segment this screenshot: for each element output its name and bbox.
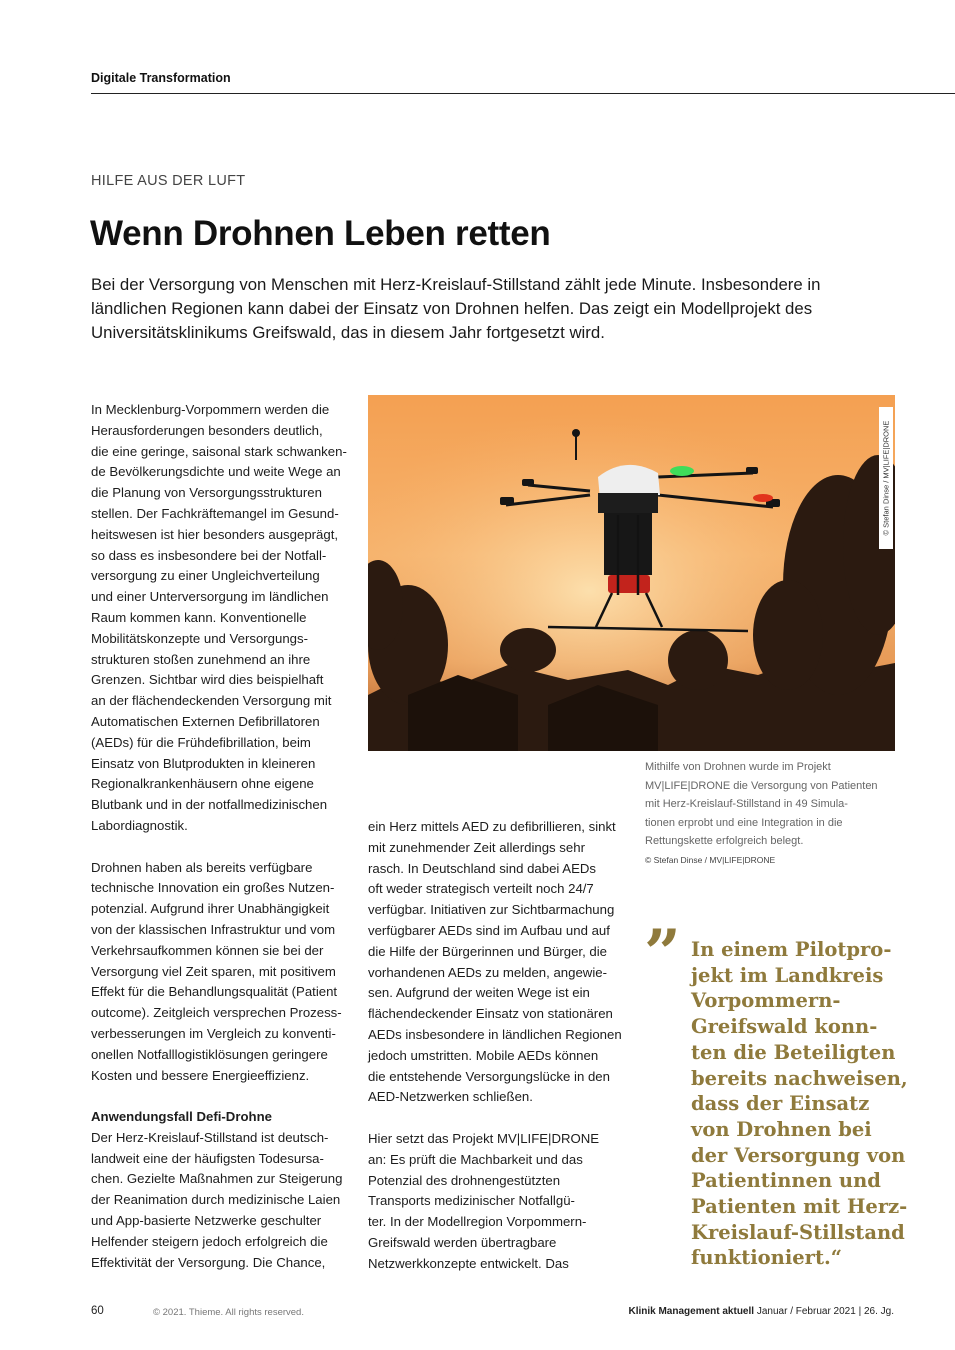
text-line: Drohnen haben als bereits verfügbare xyxy=(91,859,313,875)
text-line: bereits nachweisen, xyxy=(691,1066,908,1090)
article-lead: Bei der Versorgung von Menschen mit Herz-Kreislauf-Stillstand zählt jede Minute. Insbesondere in ländlichen Regionen kann dabei der Einsatz von Drohnen helfen. Das zeigt ein Modellprojekt des Universitätsklinikums Greifswald, das in diesem Jahr fortgesetzt wird. xyxy=(91,275,821,342)
text-line: oft weder strategisch verteilt noch 24/7 xyxy=(368,881,594,897)
text-line: und App-basierte Netzwerke geschulter xyxy=(91,1213,322,1229)
text-line: mit Herz-Kreislauf-Stillstand in 49 Simula- xyxy=(645,798,848,811)
text-line: funktioniert.“ xyxy=(691,1246,842,1270)
text-line: Der Herz-Kreislauf-Stillstand ist deutsch- xyxy=(91,1129,329,1145)
text-line: dass der Einsatz xyxy=(691,1092,870,1116)
text-line: Versorgung viel Zeit sparen, mit positivem xyxy=(91,963,336,979)
photo-credit-vertical xyxy=(879,407,893,549)
subheading: Anwendungsfall Defi-Drohne xyxy=(91,1109,272,1125)
text-line: flächendeckender Einsatz von stationären xyxy=(368,1006,613,1022)
article-kicker: HILFE AUS DER LUFT xyxy=(91,173,246,189)
text-line: Automatischen Externen Defibrillatoren xyxy=(91,713,320,729)
text-line: von der klassischen Infrastruktur und vom xyxy=(91,921,336,937)
text-line: In Mecklenburg-Vorpommern werden die xyxy=(91,402,330,417)
text-line: Rettungskette erfolgreich belegt. xyxy=(645,835,804,848)
text-line: die eine geringe, saisonal stark schwanken- xyxy=(91,443,347,459)
text-line: de Bevölkerungsdichte und weite Wege an xyxy=(91,464,341,480)
text-line: Mobilitätskonzepte und Versorgungs- xyxy=(91,630,308,646)
body-paragraph xyxy=(91,858,343,1087)
text-line: chen. Gezielte Maßnahmen zur Steigerung xyxy=(91,1171,343,1187)
text-line: die entstehende Versorgungslücke in den xyxy=(368,1068,610,1084)
text-line: onellen Notfalllogistiklösungen geringere xyxy=(91,1046,328,1062)
text-line: Effekt für die Behandlungsqualität (Patient xyxy=(91,984,338,1000)
text-line: Regionalkrankenhäusern ohne eigene xyxy=(91,776,314,792)
text-line: In einem Pilotpro- xyxy=(691,938,892,961)
text-line: so dass es insbesondere bei der Notfall- xyxy=(91,547,327,563)
photo-credit-text: © Stefan Dinse / MV|LIFE|DRONE xyxy=(881,420,891,536)
text-line: Mithilfe von Drohnen wurde im Projekt xyxy=(645,761,831,773)
text-line: vorhandenen AEDs zu melden, angewie- xyxy=(368,964,607,980)
footer-journal-info xyxy=(628,1306,894,1317)
text-line: rasch. In Deutschland sind dabei AEDs xyxy=(368,860,596,876)
text-line: potenzial. Aufgrund ihrer Unabhängigkeit xyxy=(91,901,330,917)
body-paragraph xyxy=(368,817,620,1108)
text-line: AEDs insbesondere in ländlichen Regionen xyxy=(368,1026,622,1042)
text-line: Potenzial des drohnengestützten xyxy=(368,1172,561,1188)
text-line: verfügbar. Initiativen zur Sichtbarmachung xyxy=(368,902,615,918)
text-line: ter. In der Modellregion Vorpommern- xyxy=(368,1214,587,1230)
text-line: von Drohnen bei xyxy=(691,1117,872,1141)
text-line: Netzwerkkonzepte entwickelt. Das xyxy=(368,1255,569,1271)
text-line: ten die Beteiligten xyxy=(691,1040,896,1064)
drone-photo-illustration xyxy=(368,395,895,751)
text-line: mit zunehmender Zeit allerdings sehr xyxy=(368,839,585,855)
text-line: Verkehrsaufkommen können sie bei der xyxy=(91,942,324,958)
journal-volume: 26. Jg. xyxy=(863,1306,894,1317)
text-line: Greifswald konn- xyxy=(691,1015,878,1039)
text-line: Greifswald werden übertragbare xyxy=(368,1234,557,1250)
drone-photo xyxy=(368,395,895,751)
text-line: verfügbarer AEDs sind im Aufbau und auf xyxy=(368,922,610,938)
text-line: Effektivität der Versorgung. Die Chance, xyxy=(91,1254,326,1270)
photo-caption xyxy=(645,758,900,870)
body-paragraph xyxy=(368,1129,620,1275)
text-line: versorgung zu einer Ungleichverteilung xyxy=(91,568,320,584)
article-title: Wenn Drohnen Leben retten xyxy=(90,214,551,253)
text-line: Einsatz von Blutprodukten in kleineren xyxy=(91,755,316,771)
text-line: Patienten mit Herz- xyxy=(691,1195,908,1219)
text-line: die Hilfe der Bürgerinnen und Bürger, die xyxy=(368,943,607,959)
text-line: AED-Netzwerken schließen. xyxy=(368,1089,533,1105)
text-line: Hier setzt das Projekt MV|LIFE|DRONE xyxy=(368,1130,600,1146)
text-line: Grenzen. Sichtbar wird dies beispielhaft xyxy=(91,672,324,688)
body-paragraph xyxy=(91,400,347,837)
text-line: und einer Unterversorgung im ländlichen xyxy=(91,589,329,605)
text-line: outcome). Zeitgleich versprechen Prozess- xyxy=(91,1005,342,1021)
text-line: landweit eine der häufigsten Todesursa- xyxy=(91,1150,324,1166)
text-line: der Versorgung von xyxy=(691,1143,906,1167)
text-line: Transports medizinischer Notfallgü- xyxy=(368,1193,575,1209)
text-line: Patientinnen und xyxy=(691,1169,881,1193)
quote-mark-icon: ” xyxy=(644,916,681,991)
caption-credit: © Stefan Dinse / MV|LIFE|DRONE xyxy=(645,854,776,865)
text-line: Kreislauf-Stillstand xyxy=(691,1220,905,1244)
text-line: sen. Aufgrund der weiten Wege ist ein xyxy=(368,985,590,1001)
body-paragraph xyxy=(91,1128,343,1274)
text-line: Blutbank und in der notfallmedizinischen xyxy=(91,797,328,813)
footer-copyright: © 2021. Thieme. All rights reserved. xyxy=(153,1307,304,1318)
text-line: technische Innovation ein großes Nutzen- xyxy=(91,880,335,896)
text-line: Kosten und bessere Energieeffizienz. xyxy=(91,1067,310,1083)
text-line: heitswesen ist hier besonders ausgeprägt, xyxy=(91,526,339,542)
text-line: Vorpommern- xyxy=(691,989,841,1013)
text-line: ein Herz mittels AED zu defibrillieren, sinkt xyxy=(368,819,616,834)
journal-issue: Januar / Februar 2021 xyxy=(756,1306,856,1317)
text-line: MV|LIFE|DRONE die Versorgung von Patienten xyxy=(645,779,878,792)
pull-quote xyxy=(691,937,911,1271)
text-line: (AEDs) für die Frühdefibrillation, beim xyxy=(91,734,311,750)
text-line: an: Es prüft die Machbarkeit und das xyxy=(368,1151,583,1167)
section-label: Digitale Transformation xyxy=(91,71,231,85)
header-rule xyxy=(91,93,955,94)
text-line: verbesserungen im Vergleich zu konventi- xyxy=(91,1025,336,1041)
text-line: Herausforderungen besonders deutlich, xyxy=(91,422,323,438)
text-line: Raum kommen kann. Konventionelle xyxy=(91,609,307,625)
text-line: strukturen stoßen zunehmend an ihre xyxy=(91,651,311,667)
text-line: an der flächendeckenden Versorgung mit xyxy=(91,693,332,709)
footer-separator: | xyxy=(858,1306,862,1317)
text-line: Helfender steigern jedoch erfolgreich die xyxy=(91,1233,328,1249)
body-column-2 xyxy=(368,817,620,1275)
text-line: Labordiagnostik. xyxy=(91,817,188,833)
text-line: die Planung von Versorgungsstrukturen xyxy=(91,485,322,501)
text-line: jekt im Landkreis xyxy=(691,963,884,987)
journal-name: Klinik Management aktuell xyxy=(628,1306,755,1317)
text-line: der Reanimation durch medizinische Laien xyxy=(91,1192,341,1208)
body-column-1 xyxy=(91,400,347,1273)
caption-text xyxy=(645,758,900,851)
text-line: stellen. Der Fachkräftemangel im Gesund- xyxy=(91,505,339,521)
page-number: 60 xyxy=(91,1305,104,1317)
text-line: tionen erprobt und eine Integration in die xyxy=(645,816,843,829)
text-line: jedoch umstritten. Mobile AEDs können xyxy=(368,1047,599,1063)
